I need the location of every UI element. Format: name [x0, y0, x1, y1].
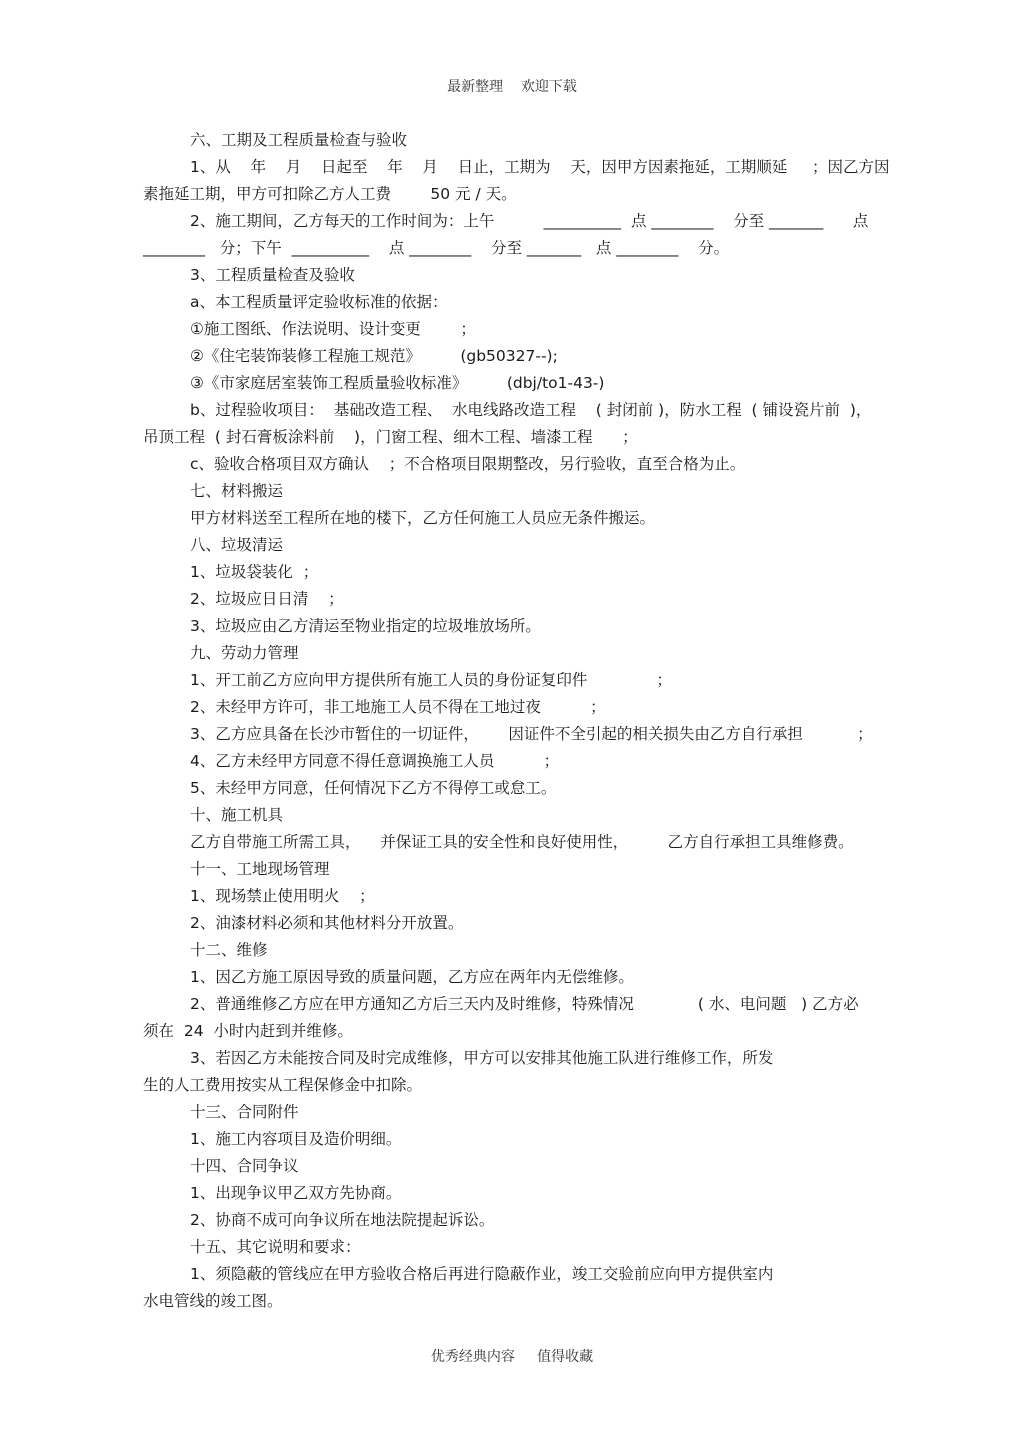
text-line: 4、乙方未经甲方同意不得任意调换施工人员 ；: [190, 752, 560, 770]
text-line: 十二、维修: [190, 941, 268, 959]
text-line: ②《住宅装饰装修工程施工规范》 (gb50327--);: [190, 347, 558, 365]
text-line: 2、垃圾应日日清 ；: [190, 590, 344, 608]
text-line: 1、施工内容项目及造价明细。: [190, 1130, 402, 1148]
text-line: 六、工期及工程质量检查与验收: [190, 131, 408, 149]
text-line: 乙方自带施工所需工具， 并保证工具的安全性和良好使用性， 乙方自行承担工具维修费。: [190, 833, 854, 851]
page-header: 最新整理 欢迎下载: [447, 79, 577, 95]
text-line: 3、乙方应具备在长沙市暂住的一切证件， 因证件不全引起的相关损失由乙方自行承担 ；: [190, 725, 873, 743]
text-line: 十三、合同附件: [190, 1103, 299, 1121]
page-footer: 优秀经典内容 值得收藏: [430, 1349, 594, 1365]
text-line: 水电管线的竣工图。: [143, 1292, 283, 1310]
text-line: ③《市家庭居室装饰工程质量验收标准》 (dbj/to1-43-): [190, 374, 605, 392]
text-line: 十五、其它说明和要求：: [190, 1238, 361, 1256]
text-line: 吊顶工程 ( 封石膏板涂料前 )，门窗工程、细木工程、墙漆工程 ；: [143, 428, 638, 446]
text-line: c、验收合格项目双方确认 ；不合格项目限期整改，另行验收，直至合格为止。: [190, 455, 746, 473]
text-line: 1、从 年 月 日起至 年 月 日止，工期为 天，因甲方因素拖延，工期顺延 ；因乙方因: [190, 158, 890, 176]
text-line: 1、现场禁止使用明火 ；: [190, 887, 375, 905]
text-line: 1、出现争议甲乙双方先协商。: [190, 1184, 402, 1202]
text-line: 十一、工地现场管理: [190, 860, 330, 878]
text-line: 素拖延工期，甲方可扣除乙方人工费 50 元 / 天。: [143, 185, 517, 203]
text-line: 3、若因乙方未能按合同及时完成维修，甲方可以安排其他施工队进行维修工作，所发: [190, 1049, 774, 1067]
text-line: 1、因乙方施工原因导致的质量问题，乙方应在两年内无偿维修。: [190, 968, 634, 986]
text-line: ________ 分；下午 __________ 点 ________ 分至 _______ 点 ________ 分。: [143, 239, 730, 257]
text-line: 十、施工机具: [190, 806, 284, 824]
text-line: 2、协商不成可向争议所在地法院提起诉讼。: [190, 1211, 495, 1229]
text-line: 3、工程质量检查及验收: [190, 266, 355, 284]
text-line: b、过程验收项目： 基础改造工程、 水电线路改造工程 ( 封闭前 )，防水工程 ( 铺设瓷片前 )，: [190, 401, 872, 419]
text-line: 须在 24 小时内赶到并维修。: [143, 1022, 353, 1040]
text-line: 2、油漆材料必须和其他材料分开放置。: [190, 914, 464, 932]
text-line: ①施工图纸、作法说明、设计变更 ；: [190, 320, 476, 338]
text-line: 1、开工前乙方应向甲方提供所有施工人员的身份证复印件 ；: [190, 671, 672, 689]
text-line: 1、垃圾袋装化 ；: [190, 563, 319, 581]
text-line: 七、材料搬运: [190, 482, 284, 500]
text-line: 2、未经甲方许可，非工地施工人员不得在工地过夜 ；: [190, 698, 606, 716]
text-line: 九、劳动力管理: [190, 644, 299, 662]
text-line: 1、须隐蔽的管线应在甲方验收合格后再进行隐蔽作业，竣工交验前应向甲方提供室内: [190, 1265, 774, 1283]
text-line: 2、普通维修乙方应在甲方通知乙方后三天内及时维修，特殊情况 ( 水、电问题 ) 乙方必: [190, 995, 859, 1013]
text-line: 5、未经甲方同意，任何情况下乙方不得停工或怠工。: [190, 779, 557, 797]
text-line: 八、垃圾清运: [190, 536, 284, 554]
text-line: 生的人工费用按实从工程保修金中扣除。: [143, 1076, 423, 1094]
text-line: a、本工程质量评定验收标准的依据：: [190, 293, 448, 311]
text-line: 十四、合同争议: [190, 1157, 299, 1175]
text-line: 3、垃圾应由乙方清运至物业指定的垃圾堆放场所。: [190, 617, 541, 635]
text-line: 2、施工期间，乙方每天的工作时间为：上午 __________ 点 ________ 分至 _______ 点: [190, 212, 869, 230]
text-line: 甲方材料送至工程所在地的楼下，乙方任何施工人员应无条件搬运。: [190, 509, 656, 527]
